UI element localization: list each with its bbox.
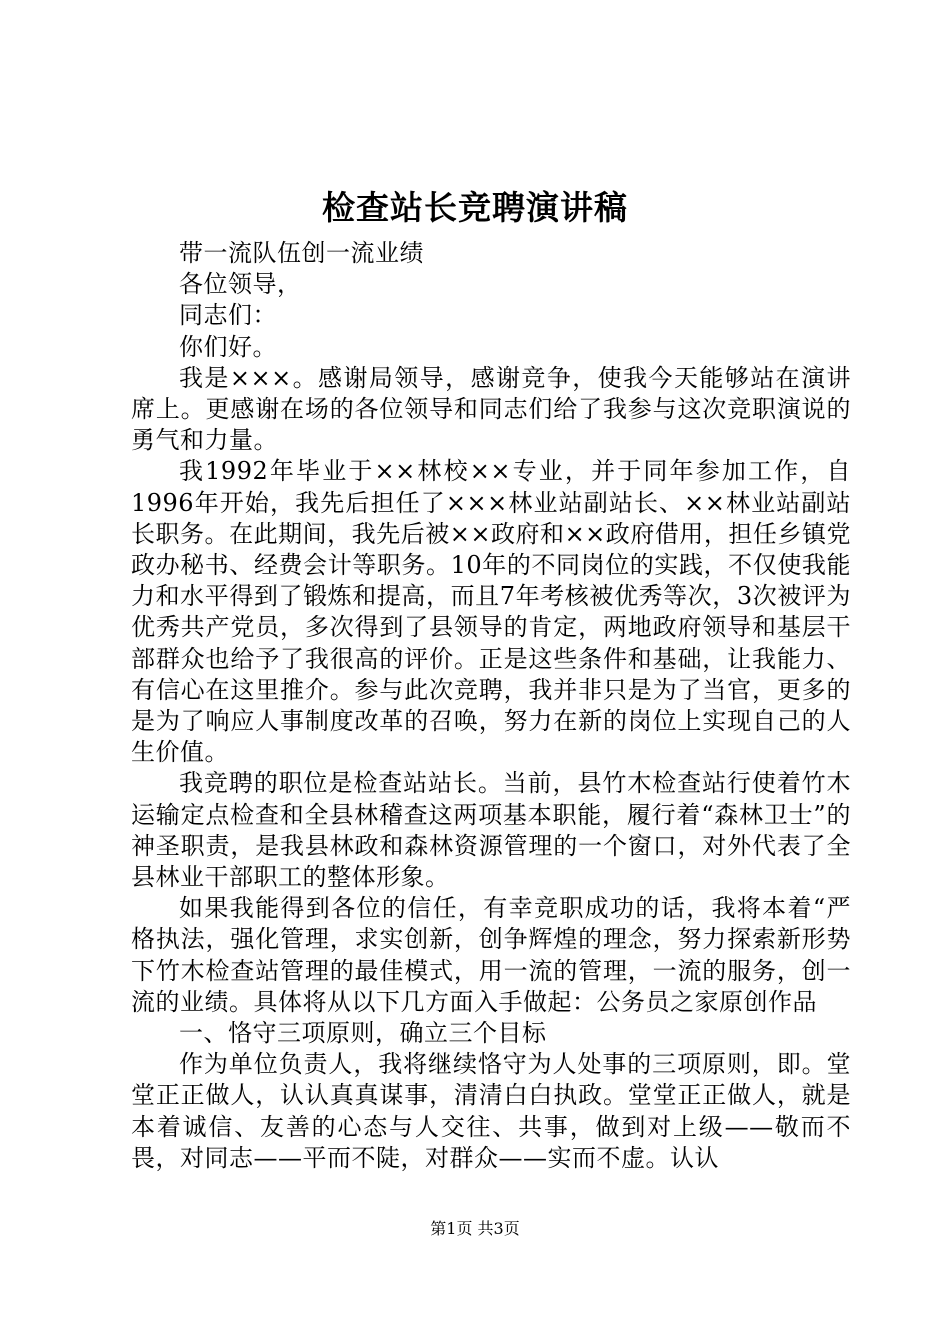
paragraph-greeting: 你们好。 bbox=[179, 332, 277, 361]
paragraph-salutation-comrades: 同志们： bbox=[179, 301, 277, 330]
document-body bbox=[131, 238, 851, 1174]
paragraph-position: 我竞聘的职位是检查站站长。当前，县竹木检查站行使着竹木运输定点检查和全县林稽查这两项基本职能，履行着“森林卫士”的神圣职责，是我县林政和森林资源管理的一个窗口，对外代表了全县林业干部职工的整体形象。 bbox=[131, 769, 851, 892]
paragraph-principles: 作为单位负责人，我将继续恪守为人处事的三项原则，即。堂堂正正做人，认认真真谋事，清清白白执政。堂堂正正做人，就是本着诚信、友善的心态与人交往、共事，做到对上级——敬而不畏，对同志——平而不陡，对群众——实而不虚。认认 bbox=[131, 1050, 851, 1172]
document-title: 检查站长竞聘演讲稿 bbox=[322, 188, 628, 227]
section-heading-principles: 一、恪守三项原则，确立三个目标 bbox=[179, 1019, 547, 1048]
paragraph-subtitle: 带一流队伍创一流业绩 bbox=[179, 239, 424, 267]
paragraph-background: 我1992年毕业于××林校××专业，并于同年参加工作，自1996年开始，我先后担任了×××林业站副站长、××林业站副站长职务。在此期间，我先后被××政府和××政府借用，担任乡镇党政办秘书、经费会计等职务。10年的不同岗位的实践，不仅使我能力和水平得到了锻炼和提高，而且7年考核被优秀等次，3次被评为优秀共产党员，多次得到了县领导的肯定，两地政府领导和基层干部群众也给予了我很高的评价。正是这些条件和基础，让我能力、有信心在这里推介。参与此次竞聘，我并非只是为了当官，更多的是为了响应人事制度改革的召唤，努力在新的岗位上实现自己的人生价值。 bbox=[131, 457, 851, 767]
paragraph-salutation-leaders: 各位领导， bbox=[179, 270, 302, 299]
paragraph-introduction: 我是×××。感谢局领导，感谢竞争，使我今天能够站在演讲席上。更感谢在场的各位领导和同志们给了我参与这次竞职演说的勇气和力量。 bbox=[131, 363, 851, 455]
paragraph-plan: 如果我能得到各位的信任，有幸竞职成功的话，我将本着“严格执法，强化管理，求实创新，创争辉煌的理念，努力探索新形势下竹木检查站管理的最佳模式，用一流的管理，一流的服务，创一流的业绩。具体将从以下几方面入手做起：公务员之家原创作品 bbox=[131, 894, 851, 1016]
page-footer: 第1页 共3页 bbox=[430, 1219, 520, 1238]
